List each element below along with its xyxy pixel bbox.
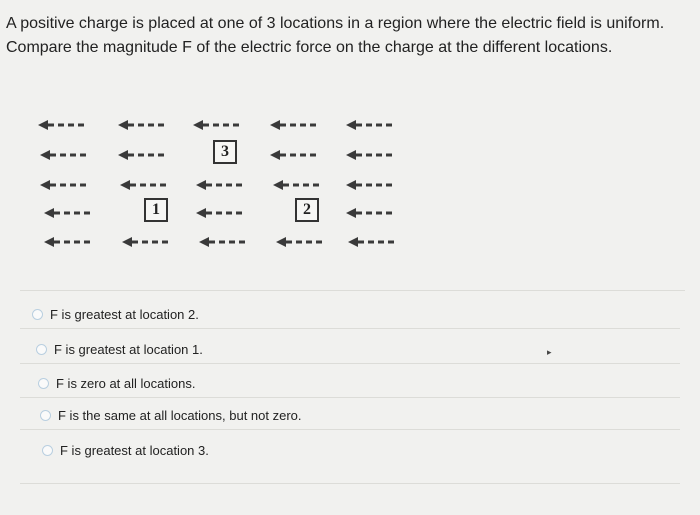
field-arrow-icon	[273, 178, 325, 192]
field-arrow-icon	[199, 235, 251, 249]
answer-choices	[20, 290, 685, 486]
field-arrow-icon	[196, 206, 248, 220]
divider	[20, 328, 680, 329]
question-text	[6, 12, 686, 60]
field-arrow-icon	[118, 148, 170, 162]
choice-option[interactable]	[42, 440, 209, 460]
field-arrow-icon	[44, 235, 96, 249]
field-arrow-icon	[346, 178, 398, 192]
choice-option[interactable]	[32, 304, 199, 324]
question-line-2: Compare the magnitude F of the electric force on the charge at the different locations.	[6, 39, 613, 56]
field-arrow-icon	[346, 148, 398, 162]
radio-button[interactable]	[42, 445, 53, 456]
mouse-cursor-icon: ▸	[547, 347, 552, 357]
field-arrow-icon	[40, 178, 92, 192]
choice-label: F is greatest at location 3.	[60, 442, 209, 458]
choice-label: F is the same at all locations, but not zero.	[58, 407, 302, 423]
choice-label: F is greatest at location 2.	[50, 306, 199, 322]
choice-option[interactable]	[36, 339, 203, 359]
divider	[20, 363, 680, 364]
field-arrow-icon	[44, 206, 96, 220]
field-arrow-icon	[40, 148, 92, 162]
question-line-1: A positive charge is placed at one of 3 locations in a region where the electric field is uniform.	[6, 15, 665, 32]
field-arrow-icon	[118, 118, 170, 132]
divider	[20, 429, 680, 430]
choice-label: F is greatest at location 1.	[54, 341, 203, 357]
location-3-marker: 3	[213, 140, 237, 164]
field-arrow-icon	[346, 118, 398, 132]
field-arrow-icon	[276, 235, 328, 249]
field-arrow-icon	[346, 206, 398, 220]
choice-label: F is zero at all locations.	[56, 375, 196, 391]
field-arrow-icon	[38, 118, 90, 132]
divider	[20, 483, 680, 484]
location-2-marker: 2	[295, 198, 319, 222]
choice-option[interactable]	[38, 373, 195, 393]
field-arrow-icon	[270, 118, 322, 132]
radio-button[interactable]	[38, 378, 49, 389]
field-arrow-icon	[348, 235, 400, 249]
field-arrow-icon	[122, 235, 174, 249]
field-arrow-icon	[120, 178, 172, 192]
field-arrow-icon	[193, 118, 245, 132]
radio-button[interactable]	[32, 309, 43, 320]
divider	[20, 397, 680, 398]
electric-field-diagram	[30, 100, 430, 260]
radio-button[interactable]	[40, 410, 51, 421]
field-arrow-icon	[196, 178, 248, 192]
choice-option[interactable]	[40, 405, 302, 425]
location-1-marker: 1	[144, 198, 168, 222]
radio-button[interactable]	[36, 344, 47, 355]
field-arrow-icon	[270, 148, 322, 162]
